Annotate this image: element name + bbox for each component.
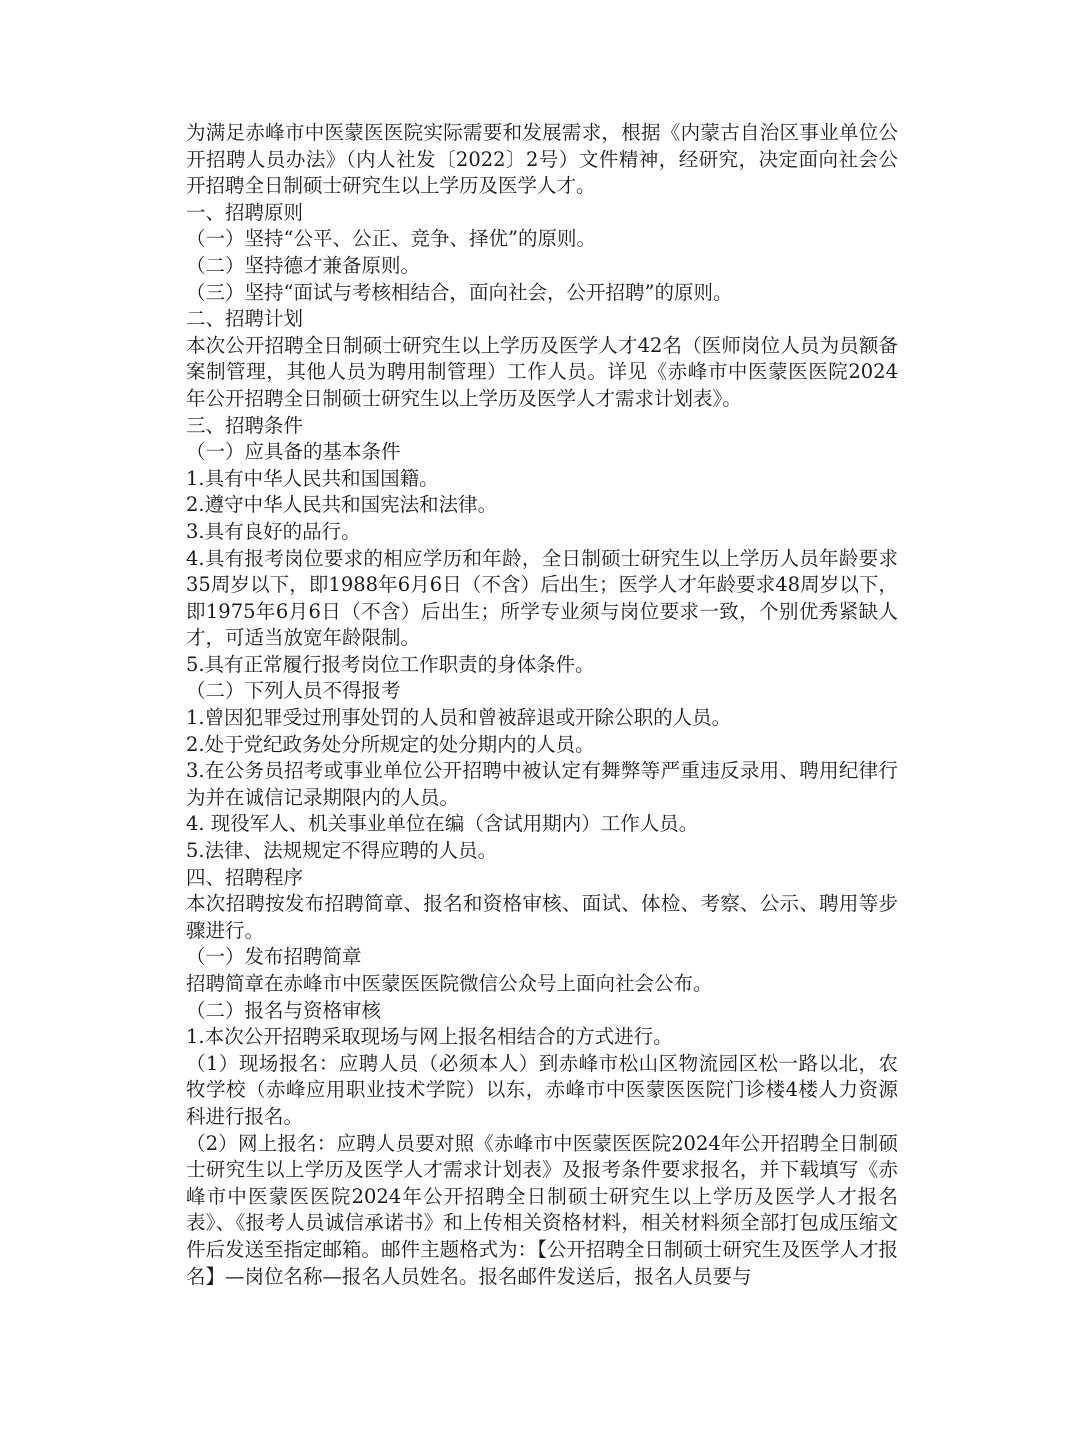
section-heading-principles: 一、招聘原则 (186, 200, 304, 224)
subheading-excluded: （二）下列人员不得报考 (186, 679, 401, 703)
section-heading-procedure: 四、招聘程序 (186, 865, 304, 889)
condition-item-5: 5.具有正常履行报考岗位工作职责的身体条件。 (186, 652, 595, 676)
excluded-item-4: 4. 现役军人、机关事业单位在编（含试用期内）工作人员。 (186, 812, 699, 836)
procedure-paragraph: 本次招聘按发布招聘简章、报名和资格审核、面试、体检、考察、公示、聘用等步骤进行。 (186, 892, 898, 942)
section-heading-plan: 二、招聘计划 (186, 307, 304, 331)
condition-item-2: 2.遵守中华人民共和国宪法和法律。 (186, 493, 498, 517)
subheading-basic-conditions: （一）应具备的基本条件 (186, 440, 401, 464)
excluded-item-5: 5.法律、法规规定不得应聘的人员。 (186, 839, 498, 863)
subheading-registration: （二）报名与资格审核 (186, 998, 382, 1022)
document-body (186, 120, 898, 1290)
condition-item-1: 1.具有中华人民共和国国籍。 (186, 466, 439, 490)
intro-paragraph: 为满足赤峰市中医蒙医医院实际需要和发展需求，根据《内蒙古自治区事业单位公开招聘人员办法》（内人社发〔2022〕2号）文件精神，经研究，决定面向社会公开招聘全日制硕士研究生以上学历及医学人才。 (186, 121, 898, 198)
excluded-item-1: 1.曾因犯罪受过刑事处罚的人员和曾被辞退或开除公职的人员。 (186, 706, 732, 730)
registration-onsite: （1）现场报名：应聘人员（必须本人）到赤峰市松山区物流园区松一路以北，农牧学校（赤峰应用职业技术学院）以东，赤峰市中医蒙医医院门诊楼4楼人力资源科进行报名。 (186, 1051, 898, 1128)
subheading-publish: （一）发布招聘简章 (186, 945, 362, 969)
principle-item-2: （二）坚持德才兼备原则。 (186, 253, 421, 277)
principle-item-1: （一）坚持“公平、公正、竞争、择优”的原则。 (186, 227, 596, 251)
plan-paragraph: 本次公开招聘全日制硕士研究生以上学历及医学人才42名（医师岗位人员为员额备案制管理，其他人员为聘用制管理）工作人员。详见《赤峰市中医蒙医医院2024年公开招聘全日制硕士研究生以上学历及医学人才需求计划表》。 (186, 333, 898, 410)
section-heading-conditions: 三、招聘条件 (186, 413, 304, 437)
excluded-item-2: 2.处于党纪政务处分所规定的处分期内的人员。 (186, 732, 595, 756)
condition-item-4: 4.具有报考岗位要求的相应学历和年龄，全日制硕士研究生以上学历人员年龄要求35周岁以下，即1988年6月6日（不含）后出生；医学人才年龄要求48周岁以下，即1975年6月6日（不含）后出生；所学专业须与岗位要求一致，个别优秀紧缺人才，可适当放宽年龄限制。 (186, 546, 898, 650)
principle-item-3: （三）坚持“面试与考核相结合，面向社会，公开招聘”的原则。 (186, 280, 733, 304)
registration-online: （2）网上报名：应聘人员要对照《赤峰市中医蒙医医院2024年公开招聘全日制硕士研究生以上学历及医学人才需求计划表》及报考条件要求报名，并下载填写《赤峰市中医蒙医医院2024年公开招聘全日制硕士研究生以上学历及医学人才报名表》、《报考人员诚信承诺书》和上传相关资格材料，相关材料须全部打包成压缩文件后发送至指定邮箱。邮件主题格式为：【公开招聘全日制硕士研究生及医学人才报名】—岗位名称—报名人员姓名。报名邮件发送后，报名人员要与 (186, 1131, 898, 1288)
excluded-item-3: 3.在公务员招考或事业单位公开招聘中被认定有舞弊等严重违反录用、聘用纪律行为并在诚信记录期限内的人员。 (186, 759, 898, 809)
condition-item-3: 3.具有良好的品行。 (186, 519, 361, 543)
registration-item-1: 1.本次公开招聘采取现场与网上报名相结合的方式进行。 (186, 1025, 673, 1049)
publish-paragraph: 招聘简章在赤峰市中医蒙医医院微信公众号上面向社会公布。 (186, 972, 713, 995)
